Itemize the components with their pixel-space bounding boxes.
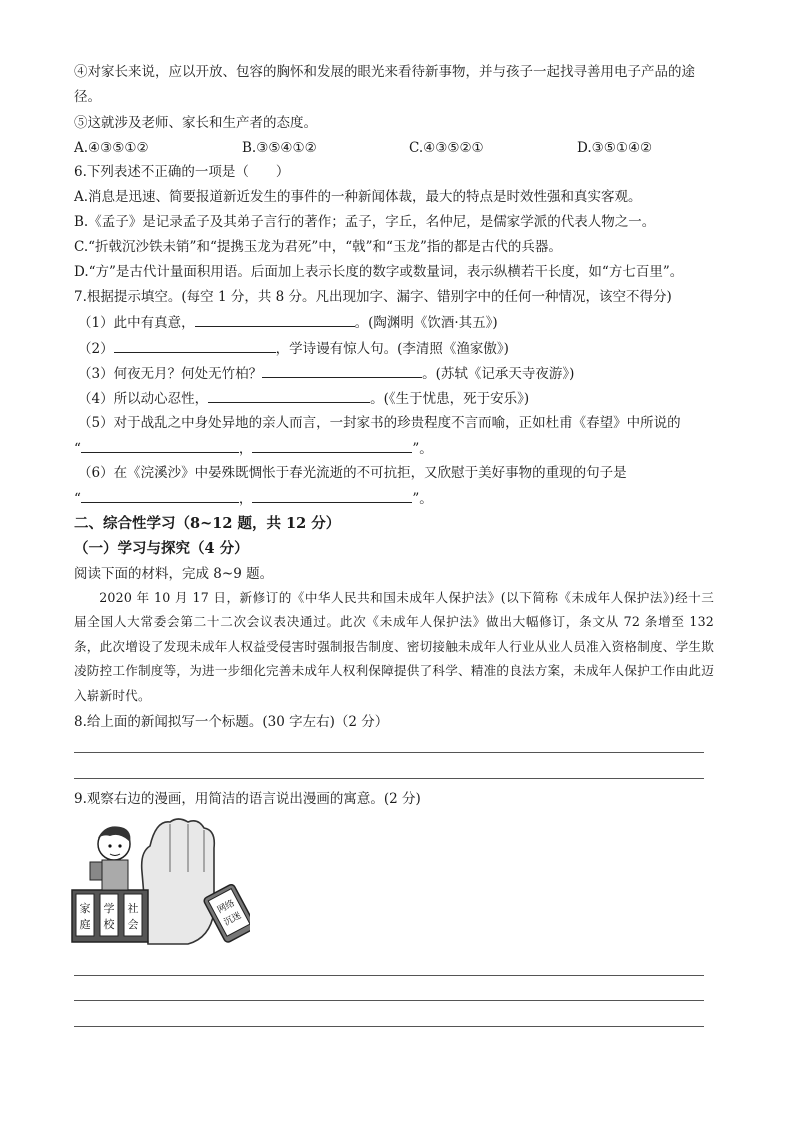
comma: ， bbox=[238, 441, 253, 457]
wall-label-1-bottom: 庭 bbox=[79, 918, 91, 931]
answer-blank[interactable] bbox=[114, 338, 276, 353]
option-d: D.③⑤①④② bbox=[577, 140, 653, 156]
option-c: C.④③⑤②① bbox=[409, 140, 484, 156]
answer-blank[interactable] bbox=[262, 363, 422, 378]
question-6-d: D.“方”是古代计量面积用语。后面加上表示长度的数字或数量词，表示纵横若干长度，如“方七百里”。 bbox=[74, 264, 684, 280]
section-2-title: 二、综合性学习（8~12 题，共 12 分） bbox=[74, 515, 341, 532]
open-quote: “ bbox=[74, 491, 81, 507]
child-body bbox=[102, 860, 128, 890]
close-quote: ”。 bbox=[412, 441, 433, 457]
answer-line[interactable] bbox=[74, 975, 704, 976]
news-passage: 2020 年 10 月 17 日，新修订的《中华人民共和国未成年人保护法》(以下简称《未成年人保护法》)经十三届全国人大常委会第二十二次会议表决通过。此次《未成年人保护法》做出大幅修订，条文从 72 条增至 132 条，此次增设了发现未成年人权益受侵害时强制报告制度、密切接触未成年人行业从业人员准入资格制度、学生欺凌防控工作制度等，为进一步细化完善未成年人权利保障提供了科学、精准的良法方案，未成年人保护工作由此迈入崭新时代。 bbox=[74, 590, 714, 703]
wall-label-3-top: 社 bbox=[127, 902, 139, 915]
device-label-bottom: 沉迷 bbox=[222, 910, 244, 929]
fill-5: （5）对于战乱之中身处异地的亲人而言，一封家书的珍贵程度不言而喻，正如杜甫《春望》中所说的 bbox=[78, 415, 681, 431]
answer-blank[interactable] bbox=[81, 438, 239, 453]
fill-2-source: ，学诗谩有惊人句。(李清照《渔家傲》) bbox=[275, 341, 509, 357]
answer-line[interactable] bbox=[74, 1026, 704, 1027]
fill-1-prompt: （1）此中有真意， bbox=[78, 315, 195, 331]
reading-instruction: 阅读下面的材料，完成 8~9 题。 bbox=[74, 566, 274, 582]
fill-4 bbox=[78, 388, 529, 409]
wall-label-3-bottom: 会 bbox=[127, 918, 139, 931]
cartoon-image bbox=[70, 812, 250, 947]
answer-blank[interactable] bbox=[81, 488, 239, 503]
wall-label-2-top: 学 bbox=[103, 902, 115, 915]
option-a: A.④③⑤①② bbox=[74, 140, 149, 156]
sentence-4: ④对家长来说，应以开放、包容的胸怀和发展的眼光来看待新事物，并与孩子一起找寻善用电子产品的途 bbox=[74, 64, 695, 80]
question-6-c: C.“折戟沉沙铁未销”和“提携玉龙为君死”中，“戟”和“玉龙”指的都是古代的兵器。 bbox=[74, 239, 562, 255]
answer-blank[interactable] bbox=[252, 488, 412, 503]
question-9: 9.观察右边的漫画，用简洁的语言说出漫画的寓意。(2 分) bbox=[74, 791, 421, 807]
question-7: 7.根据提示填空。(每空 1 分，共 8 分。凡出现加字、漏字、错别字中的任何一种情况，该空不得分) bbox=[74, 289, 672, 305]
fill-3-source: 。(苏轼《记承天寺夜游》) bbox=[422, 366, 575, 382]
fill-6-blanks bbox=[74, 488, 433, 509]
subsection-title: （一）学习与探究（4 分） bbox=[74, 540, 249, 557]
glove-shape bbox=[142, 819, 215, 944]
device-label-top: 网络 bbox=[215, 898, 237, 916]
question-8: 8.给上面的新闻拟写一个标题。(30 字左右)（2 分） bbox=[74, 714, 389, 730]
fill-4-source: 。(《生于忧患，死于安乐》) bbox=[370, 391, 530, 407]
answer-line[interactable] bbox=[74, 778, 704, 779]
question-6-b: B.《孟子》是记录孟子及其弟子言行的著作；孟子，字丘，名仲尼，是儒家学派的代表人物之一。 bbox=[74, 214, 656, 230]
answer-blank[interactable] bbox=[208, 388, 370, 403]
option-b: B.③⑤④①② bbox=[242, 140, 317, 156]
answer-blank[interactable] bbox=[195, 312, 355, 327]
fill-5-blanks bbox=[74, 438, 433, 459]
comma: ， bbox=[238, 491, 253, 507]
fill-3 bbox=[78, 363, 574, 384]
question-6-a: A.消息是迅速、简要报道新近发生的事件的一种新闻体裁，最大的特点是时效性强和真实客观。 bbox=[74, 189, 642, 205]
answer-blank[interactable] bbox=[252, 438, 412, 453]
sentence-4-cont: 径。 bbox=[74, 89, 101, 105]
fill-6: （6）在《浣溪沙》中晏殊既惆怅于春光流逝的不可抗拒，又欣慰于美好事物的重现的句子是 bbox=[78, 465, 627, 481]
wall-label-1-top: 家 bbox=[79, 902, 91, 915]
wall-label-2-bottom: 校 bbox=[103, 918, 115, 931]
fill-2 bbox=[78, 338, 509, 359]
fill-4-prompt: （4）所以动心忍性， bbox=[78, 391, 209, 407]
sentence-5: ⑤这就涉及老师、家长和生产者的态度。 bbox=[74, 115, 317, 131]
answer-line[interactable] bbox=[74, 752, 704, 753]
open-quote: “ bbox=[74, 441, 81, 457]
fill-3-prompt: （3）何夜无月？何处无竹柏？ bbox=[78, 366, 263, 382]
fill-1 bbox=[78, 312, 498, 333]
question-6: 6.下列表述不正确的一项是（ ） bbox=[74, 164, 290, 180]
answer-line[interactable] bbox=[74, 1000, 704, 1001]
fill-2-prompt: （2） bbox=[78, 341, 114, 357]
close-quote: ”。 bbox=[412, 491, 433, 507]
fill-1-source: 。(陶渊明《饮酒·其五》) bbox=[354, 315, 498, 331]
